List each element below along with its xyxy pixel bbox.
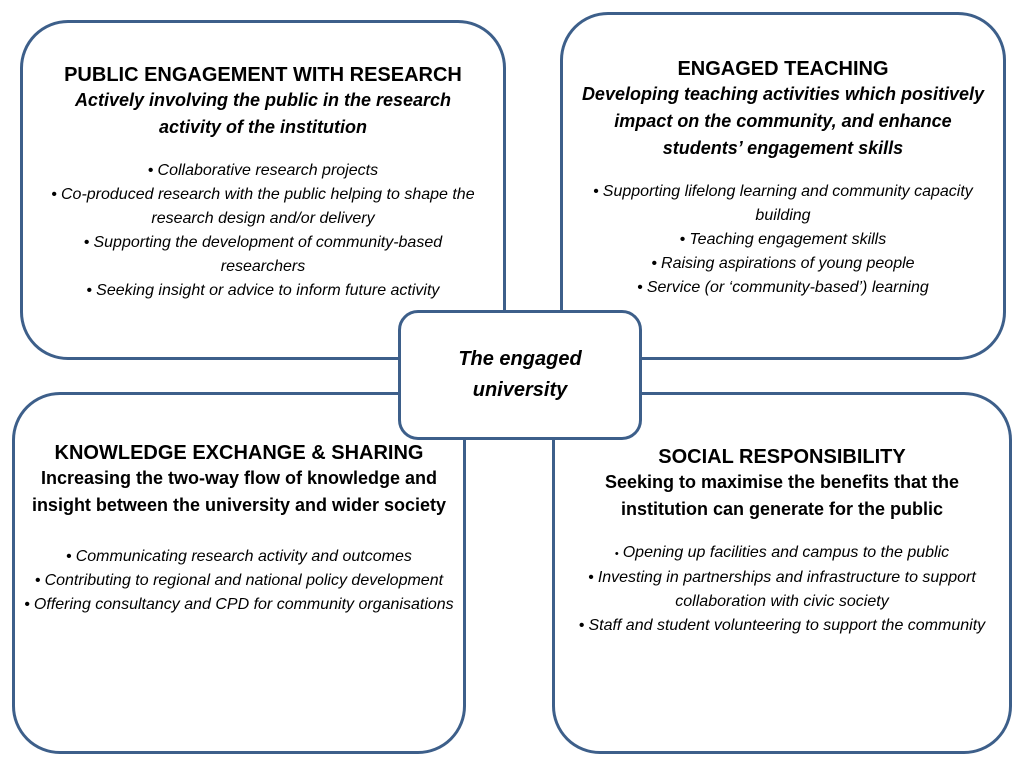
bullet-icon: • bbox=[83, 234, 90, 251]
quadrant-subtitle: Increasing the two-way flow of knowledge and insight between the university and wider society bbox=[31, 468, 447, 515]
bullet-list bbox=[45, 159, 481, 303]
quadrant-title: SOCIAL RESPONSIBILITY bbox=[658, 446, 906, 468]
list-item: • Opening up facilities and campus to the public bbox=[614, 544, 950, 561]
bullet-icon: • bbox=[588, 569, 594, 586]
bullet-icon: • bbox=[679, 231, 686, 248]
quadrant-knowledge-exchange bbox=[12, 392, 466, 754]
quadrant-subtitle: Developing teaching activities which positively impact on the community, and enhance students’ engagement skills bbox=[581, 84, 985, 158]
bullet-icon: • bbox=[614, 548, 619, 560]
quadrant-public-engagement bbox=[20, 20, 506, 360]
list-item: • Supporting the development of community-based researchers bbox=[83, 234, 443, 275]
list-item: • Staff and student volunteering to support the community bbox=[578, 617, 986, 634]
bullet-icon: • bbox=[51, 186, 57, 203]
quadrant-title: ENGAGED TEACHING bbox=[677, 58, 889, 80]
center-label: The engaged university bbox=[458, 348, 582, 401]
bullet-icon: • bbox=[637, 279, 643, 296]
list-item: • Service (or ‘community-based’) learning bbox=[637, 279, 929, 296]
bullet-icon: • bbox=[86, 282, 93, 299]
quadrant-title: PUBLIC ENGAGEMENT WITH RESEARCH bbox=[64, 64, 462, 86]
center-box bbox=[398, 310, 642, 440]
bullet-icon: • bbox=[66, 548, 72, 565]
list-item: • Raising aspirations of young people bbox=[651, 255, 915, 272]
list-item: • Seeking insight or advice to inform future activity bbox=[86, 282, 440, 299]
bullet-list bbox=[569, 541, 995, 638]
list-item: • Contributing to regional and national policy development bbox=[34, 572, 444, 589]
bullet-icon: • bbox=[593, 183, 599, 200]
list-item: • Collaborative research projects bbox=[147, 162, 379, 179]
list-item: • Offering consultancy and CPD for community organisations bbox=[24, 596, 454, 613]
bullet-icon: • bbox=[651, 255, 658, 272]
list-item: • Investing in partnerships and infrastructure to support collaboration with civic society bbox=[588, 569, 976, 610]
bullet-list bbox=[23, 545, 455, 617]
bullet-icon: • bbox=[578, 617, 585, 634]
quadrant-social-responsibility bbox=[552, 392, 1012, 754]
list-item: • Teaching engagement skills bbox=[679, 231, 887, 248]
quadrant-engaged-teaching bbox=[560, 12, 1006, 360]
list-item: • Supporting lifelong learning and community capacity building bbox=[593, 183, 973, 224]
list-item: • Communicating research activity and outcomes bbox=[66, 548, 412, 565]
quadrant-subtitle: Actively involving the public in the research activity of the institution bbox=[74, 90, 452, 137]
bullet-icon: • bbox=[24, 596, 30, 613]
quadrant-title: KNOWLEDGE EXCHANGE & SHARING bbox=[54, 442, 424, 464]
quadrant-subtitle: Seeking to maximise the benefits that the institution can generate for the public bbox=[604, 472, 960, 519]
bullet-list bbox=[577, 180, 989, 300]
bullet-icon: • bbox=[34, 572, 41, 589]
list-item: • Co-produced research with the public helping to shape the research design and/or delivery bbox=[51, 186, 475, 227]
bullet-icon: • bbox=[147, 162, 154, 179]
